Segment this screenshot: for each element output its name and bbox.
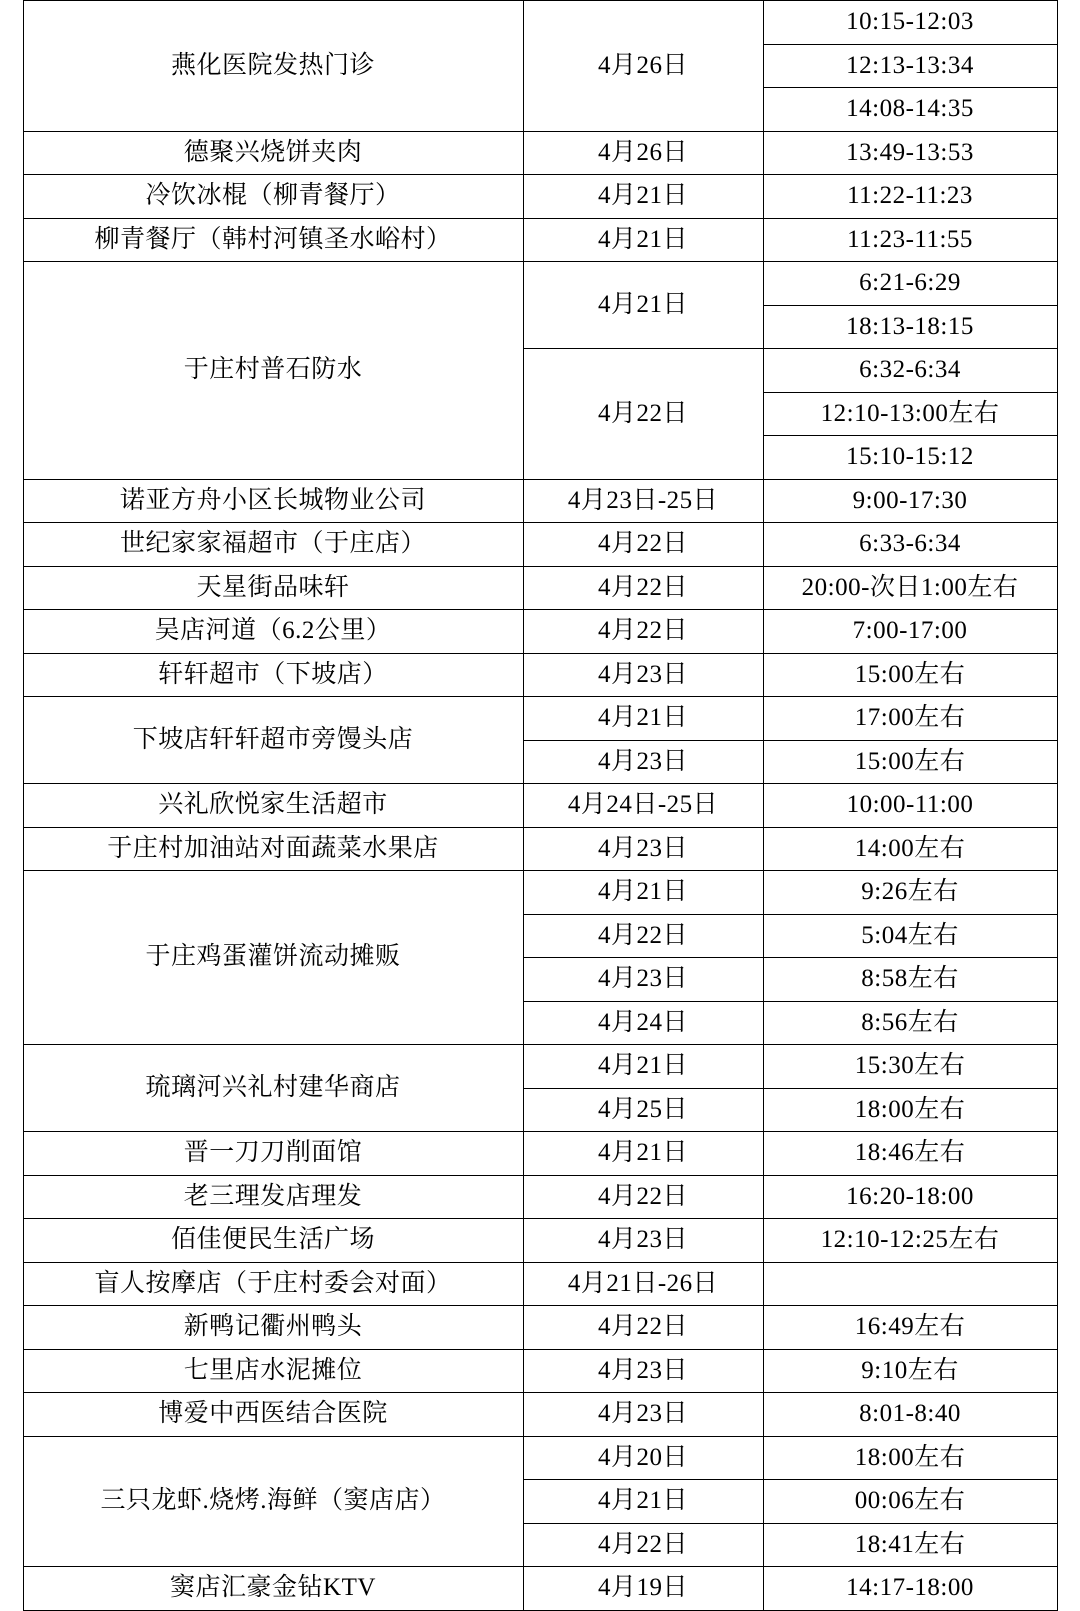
time-cell: 10:00-11:00 [763,784,1057,828]
location-trajectory-table [23,0,1058,1611]
time-cell: 16:20-18:00 [763,1175,1057,1219]
time-cell: 15:00左右 [763,653,1057,697]
place-cell: 吴店河道（6.2公里） [23,610,523,654]
time-cell: 18:13-18:15 [763,305,1057,349]
time-cell: 6:32-6:34 [763,349,1057,393]
time-cell: 20:00-次日1:00左右 [763,566,1057,610]
time-cell: 10:15-12:03 [763,1,1057,45]
time-cell: 6:21-6:29 [763,262,1057,306]
time-cell: 13:49-13:53 [763,131,1057,175]
date-cell: 4月25日 [523,1088,763,1132]
date-cell: 4月21日 [523,1132,763,1176]
time-cell: 8:01-8:40 [763,1393,1057,1437]
time-cell: 5:04左右 [763,914,1057,958]
table-row [23,610,1057,654]
table-row [23,1349,1057,1393]
date-cell: 4月22日 [523,1175,763,1219]
date-cell: 4月22日 [523,1306,763,1350]
date-cell: 4月21日 [523,1045,763,1089]
table-row [23,262,1057,306]
time-cell: 17:00左右 [763,697,1057,741]
date-cell: 4月20日 [523,1436,763,1480]
time-cell: 9:26左右 [763,871,1057,915]
date-cell: 4月21日 [523,697,763,741]
place-cell: 七里店水泥摊位 [23,1349,523,1393]
place-cell: 德聚兴烧饼夹肉 [23,131,523,175]
table-row [23,175,1057,219]
time-cell: 9:10左右 [763,1349,1057,1393]
date-cell: 4月23日 [523,958,763,1002]
table-row [23,479,1057,523]
place-cell: 天星街品味轩 [23,566,523,610]
table-row [23,1175,1057,1219]
place-cell: 轩轩超市（下坡店） [23,653,523,697]
time-cell: 16:49左右 [763,1306,1057,1350]
table-row [23,131,1057,175]
time-cell: 00:06左右 [763,1480,1057,1524]
table-row [23,827,1057,871]
time-cell: 12:10-13:00左右 [763,392,1057,436]
time-cell: 14:17-18:00 [763,1567,1057,1611]
place-cell: 于庄村普石防水 [23,262,523,480]
time-cell: 15:10-15:12 [763,436,1057,480]
date-cell: 4月21日 [523,218,763,262]
table-row [23,1045,1057,1089]
place-cell: 诺亚方舟小区长城物业公司 [23,479,523,523]
table-row [23,1436,1057,1480]
date-cell: 4月21日-26日 [523,1262,763,1306]
time-cell: 14:00左右 [763,827,1057,871]
date-cell: 4月23日 [523,1349,763,1393]
place-cell: 冷饮冰棍（柳青餐厅） [23,175,523,219]
time-cell: 6:33-6:34 [763,523,1057,567]
time-cell: 8:58左右 [763,958,1057,1002]
place-cell: 世纪家家福超市（于庄店） [23,523,523,567]
date-cell: 4月21日 [523,262,763,349]
table-body [23,1,1057,1611]
place-cell: 三只龙虾.烧烤.海鲜（窦店店） [23,1436,523,1567]
place-cell: 新鸭记衢州鸭头 [23,1306,523,1350]
date-cell: 4月19日 [523,1567,763,1611]
date-cell: 4月23日-25日 [523,479,763,523]
date-cell: 4月21日 [523,871,763,915]
place-cell: 燕化医院发热门诊 [23,1,523,132]
time-cell: 14:08-14:35 [763,88,1057,132]
table-row [23,697,1057,741]
place-cell: 下坡店轩轩超市旁馒头店 [23,697,523,784]
table-row [23,218,1057,262]
time-cell: 18:41左右 [763,1523,1057,1567]
place-cell: 老三理发店理发 [23,1175,523,1219]
table-row [23,1567,1057,1611]
table-row [23,653,1057,697]
table-row [23,1,1057,45]
time-cell: 9:00-17:30 [763,479,1057,523]
time-cell: 18:00左右 [763,1088,1057,1132]
date-cell: 4月24日 [523,1001,763,1045]
date-cell: 4月23日 [523,827,763,871]
place-cell: 柳青餐厅（韩村河镇圣水峪村） [23,218,523,262]
table-row [23,1306,1057,1350]
time-cell: 15:00左右 [763,740,1057,784]
time-cell: 15:30左右 [763,1045,1057,1089]
date-cell: 4月22日 [523,523,763,567]
time-cell: 12:10-12:25左右 [763,1219,1057,1263]
date-cell: 4月23日 [523,1393,763,1437]
date-cell: 4月23日 [523,740,763,784]
date-cell: 4月21日 [523,175,763,219]
table-row [23,871,1057,915]
table-row [23,784,1057,828]
date-cell: 4月23日 [523,1219,763,1263]
date-cell: 4月23日 [523,653,763,697]
time-cell: 11:23-11:55 [763,218,1057,262]
place-cell: 窦店汇豪金钻KTV [23,1567,523,1611]
date-cell: 4月26日 [523,1,763,132]
place-cell: 于庄村加油站对面蔬菜水果店 [23,827,523,871]
table-row [23,523,1057,567]
date-cell: 4月24日-25日 [523,784,763,828]
place-cell: 琉璃河兴礼村建华商店 [23,1045,523,1132]
place-cell: 兴礼欣悦家生活超市 [23,784,523,828]
time-cell: 12:13-13:34 [763,44,1057,88]
date-cell: 4月22日 [523,566,763,610]
place-cell: 盲人按摩店（于庄村委会对面） [23,1262,523,1306]
time-cell [763,1262,1057,1306]
date-cell: 4月22日 [523,349,763,480]
time-cell: 18:46左右 [763,1132,1057,1176]
date-cell: 4月21日 [523,1480,763,1524]
date-cell: 4月22日 [523,914,763,958]
place-cell: 佰佳便民生活广场 [23,1219,523,1263]
table-row [23,566,1057,610]
table-row [23,1219,1057,1263]
place-cell: 于庄鸡蛋灌饼流动摊贩 [23,871,523,1045]
time-cell: 18:00左右 [763,1436,1057,1480]
table-row [23,1262,1057,1306]
place-cell: 博爱中西医结合医院 [23,1393,523,1437]
table-row [23,1132,1057,1176]
time-cell: 8:56左右 [763,1001,1057,1045]
place-cell: 晋一刀刀削面馆 [23,1132,523,1176]
date-cell: 4月26日 [523,131,763,175]
table-row [23,1393,1057,1437]
time-cell: 7:00-17:00 [763,610,1057,654]
date-cell: 4月22日 [523,610,763,654]
date-cell: 4月22日 [523,1523,763,1567]
time-cell: 11:22-11:23 [763,175,1057,219]
